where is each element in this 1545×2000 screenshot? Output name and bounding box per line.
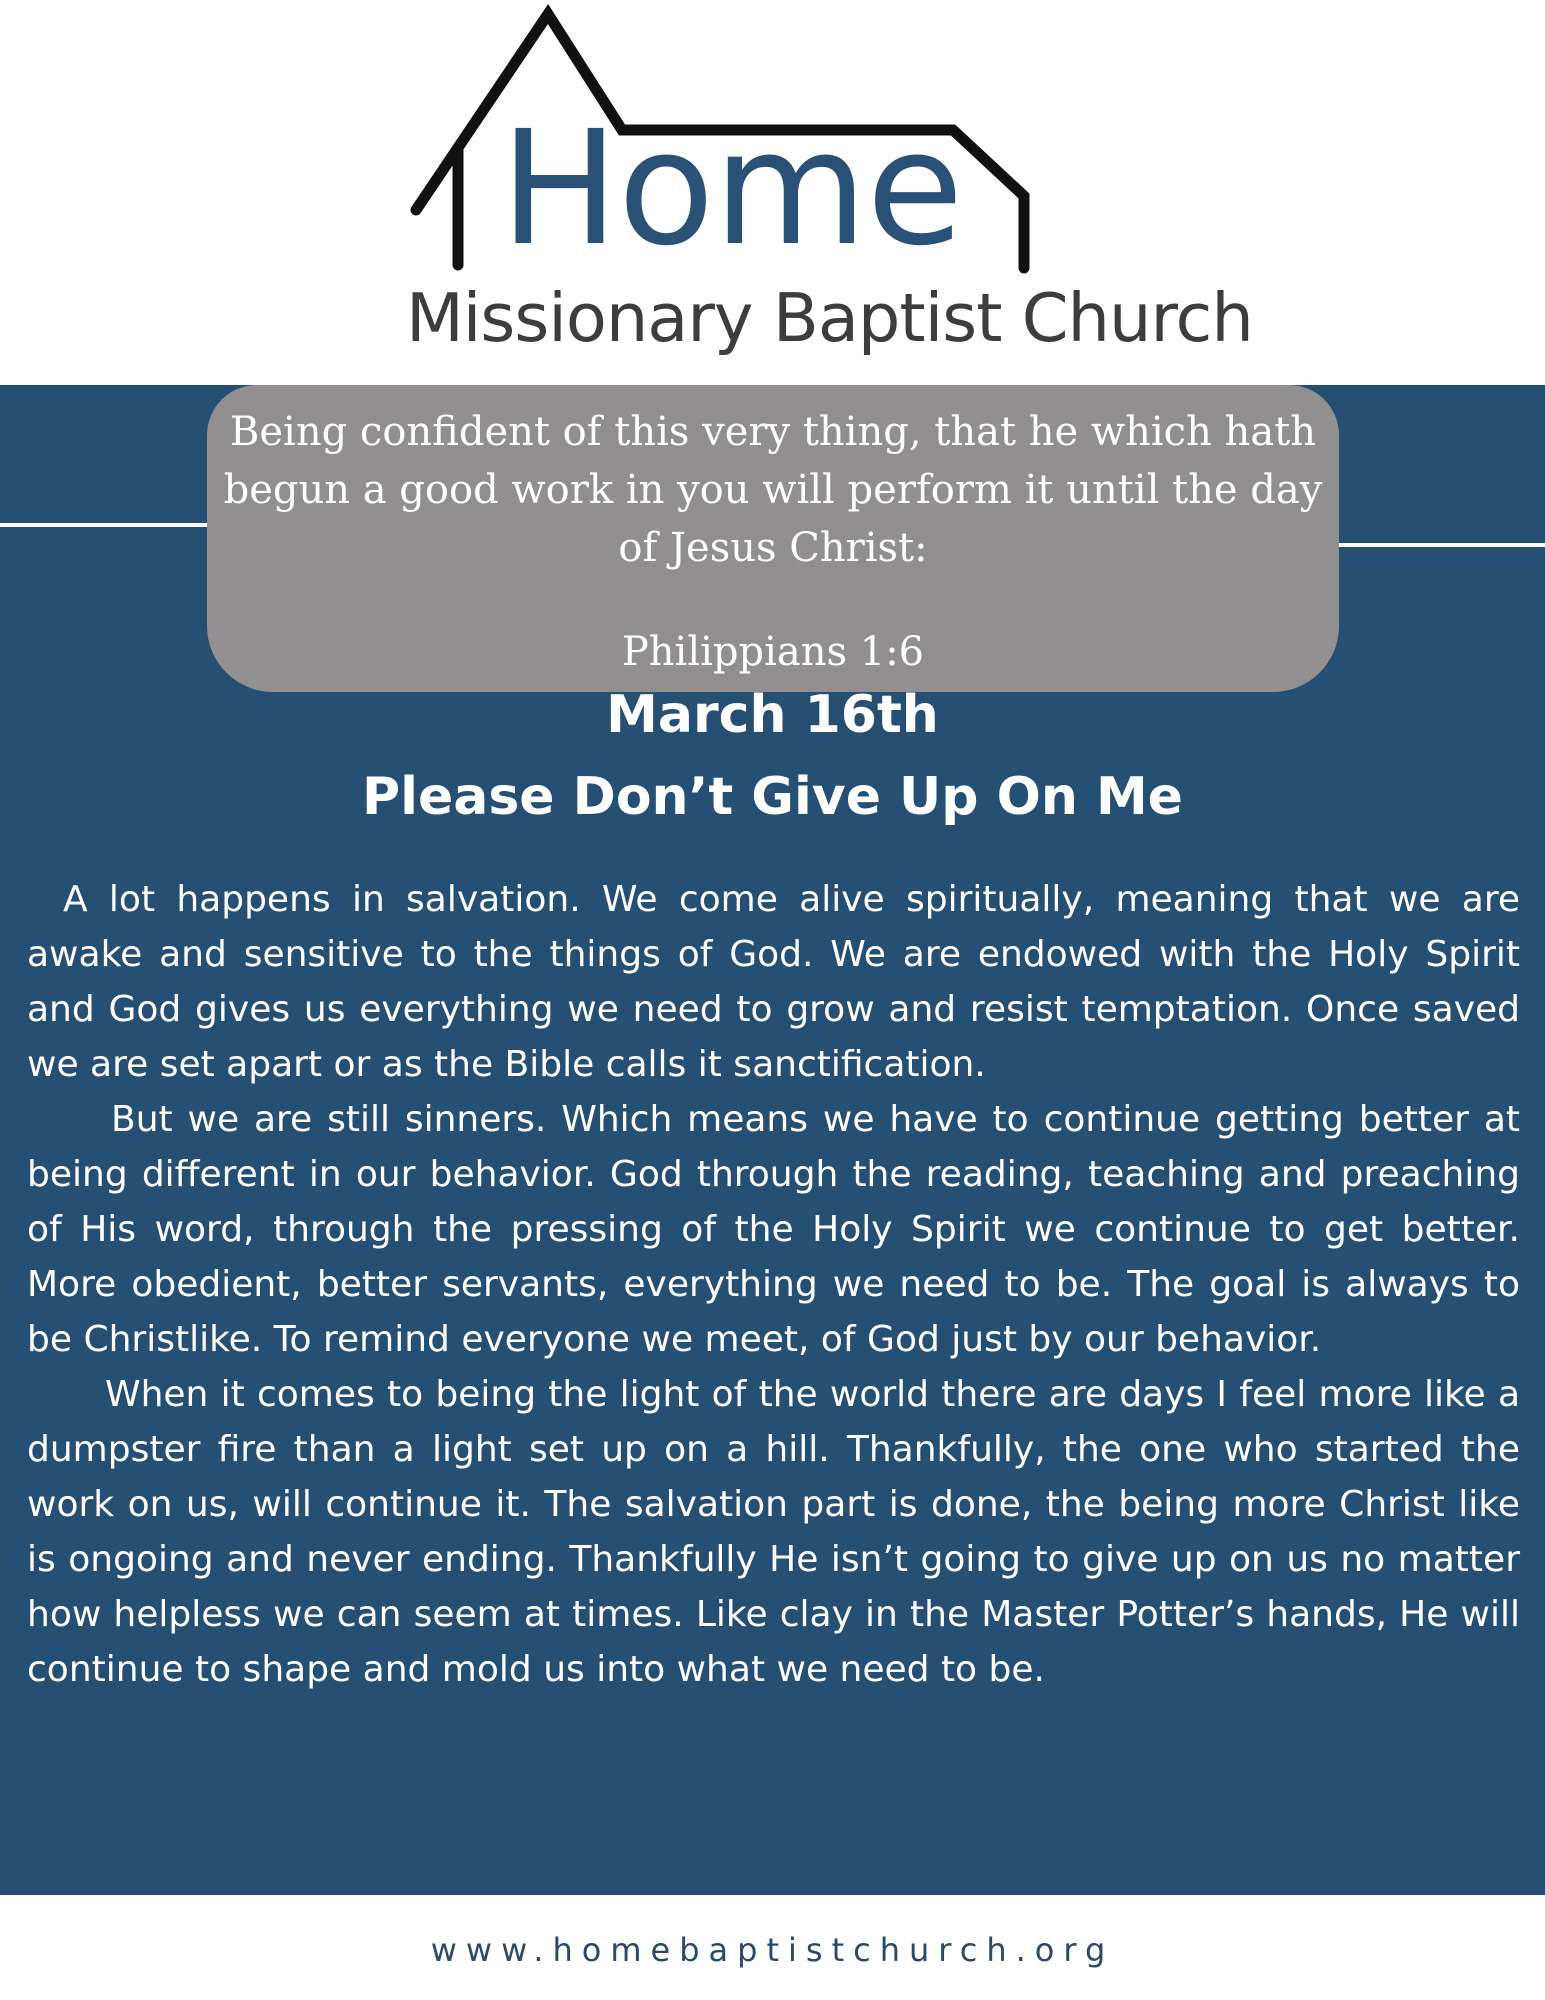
body-paragraph: A lot happens in salvation. We come alive spiritually, meaning that we are awake and sensitive to the things of God. We are endowed with the Holy Spirit and God gives us everything we need to grow and resist temptation. Once saved we are set apart or as the Bible calls it sanctification.	[27, 879, 1520, 1085]
logo-wordmark: Home	[500, 97, 963, 281]
header	[0, 0, 1545, 385]
devotional-title: Please Don’t Give Up On Me	[362, 767, 1183, 827]
body-paragraph: When it comes to being the light of the world there are days I feel more like a dumpster fire than a light set up on a hill. Thankfully, the one who started the work on us, will continue it. The salvation part is done, the being more Christ like is ongoing and never ending. Thankfully He isn’t going to give up on us no matter how helpless we can seem at times. Like clay in the Master Potter’s hands, He will continue to shape and mold us into what we need to be.	[27, 1374, 1520, 1690]
body-paragraph: But we are still sinners. Which means we have to continue getting better at being different in our behavior. God through the reading, teaching and preaching of His word, through the pressing of the Holy Spirit we continue to get better. More obedient, better servants, everything we need to be. The goal is always to be Christlike. To remind everyone we meet, of God just by our behavior.	[27, 1099, 1520, 1360]
scripture-text: Being confident of this very thing, that he which hath begun a good work in you will perform it until the day of Jesus Christ:	[223, 409, 1323, 571]
logo-subtitle: Missionary Baptist Church	[406, 279, 1253, 357]
scripture-reference: Philippians 1:6	[621, 629, 925, 675]
devotional-date: March 16th	[606, 685, 939, 745]
devotional-body	[27, 872, 1520, 1697]
divider-left	[0, 523, 210, 527]
devotional-panel	[0, 385, 1545, 1895]
scripture-box	[207, 385, 1339, 692]
divider-right	[1335, 543, 1545, 547]
website-link[interactable]: www.homebaptistchurch.org	[430, 1931, 1115, 1969]
footer	[0, 1895, 1545, 2000]
church-logo	[400, 0, 1253, 385]
